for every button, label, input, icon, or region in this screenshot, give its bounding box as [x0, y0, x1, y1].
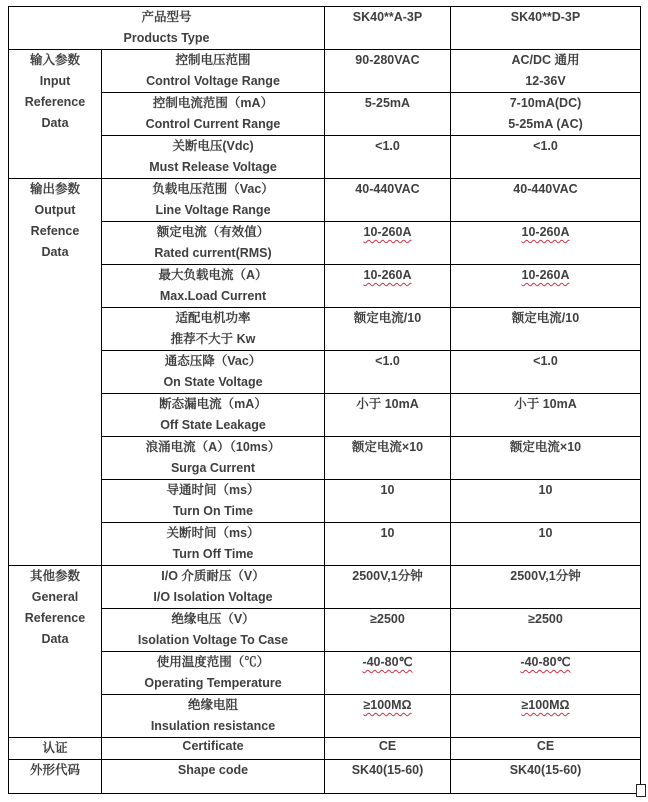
parameter-cell-line: Must Release Voltage [149, 160, 277, 174]
parameter-cell-line: Control Current Range [145, 117, 281, 131]
parameter-cell [102, 50, 325, 93]
parameter-cell-line: On State Voltage [163, 375, 263, 389]
value-cell-model-d [451, 523, 641, 566]
category-cell-line: General [31, 590, 79, 604]
category-cell-line: 认证 [42, 741, 68, 755]
parameter-cell-line: 推荐不大于 Kw [170, 332, 256, 346]
parameter-cell-line: Operating Temperature [144, 676, 282, 690]
table-row [9, 652, 641, 695]
table-row [9, 480, 641, 523]
parameter-cell [102, 222, 325, 265]
value-cell-model-d-line: 10 [538, 526, 553, 540]
value-cell-model-d [451, 308, 641, 351]
value-cell-model-d [451, 695, 641, 738]
parameter-cell [102, 437, 325, 480]
value-cell-model-a [325, 652, 451, 695]
parameter-cell-line: Control Voltage Range [146, 74, 280, 88]
value-cell-model-a-line: -40-80℃ [362, 655, 413, 669]
value-cell-model-a [325, 738, 451, 760]
parameter-cell-line: 适配电机功率 [175, 311, 251, 325]
category-cell-line: 输出参数 [29, 182, 80, 196]
value-cell-model-a-line: <1.0 [375, 354, 400, 368]
model-a-header-cell [325, 7, 451, 50]
category-cell [9, 179, 102, 566]
products-type-label-en: Products Type [123, 31, 210, 45]
value-cell-model-d-line: 小于 10mA [514, 397, 577, 411]
parameter-cell-line: 负载电压范围（Vac） [152, 182, 274, 196]
parameter-cell [102, 394, 325, 437]
value-cell-model-a [325, 480, 451, 523]
parameter-cell-line: 关断电压(Vdc) [172, 139, 254, 153]
table-row [9, 566, 641, 609]
model-d-label: SK40**D-3P [510, 10, 581, 24]
parameter-cell-line: 控制电压范围 [175, 53, 251, 67]
value-cell-model-a [325, 351, 451, 394]
value-cell-model-d-line: 5-25mA (AC) [508, 117, 583, 131]
parameter-cell-line: 通态压降（Vac） [164, 354, 262, 368]
value-cell-model-d [451, 136, 641, 179]
value-cell-model-a-line: <1.0 [375, 139, 400, 153]
parameter-cell-line: Turn Off Time [172, 547, 254, 561]
category-cell-line: Data [41, 245, 69, 259]
parameter-cell-line: Isolation Voltage To Case [137, 633, 289, 647]
parameter-cell [102, 738, 325, 760]
value-cell-model-a [325, 136, 451, 179]
table-header-row [9, 7, 641, 50]
value-cell-model-d-line: SK40(15-60) [509, 763, 582, 777]
parameter-cell [102, 179, 325, 222]
table-row [9, 265, 641, 308]
category-cell-line: Reference [24, 611, 86, 625]
value-cell-model-a-line: ≥100MΩ [363, 698, 412, 712]
value-cell-model-a [325, 609, 451, 652]
parameter-cell-line: I/O 介质耐压（V） [161, 569, 265, 583]
product-spec-table [8, 6, 641, 794]
parameter-cell [102, 351, 325, 394]
products-type-label-zh: 产品型号 [141, 10, 192, 24]
parameter-cell [102, 265, 325, 308]
parameter-cell-line: Off State Leakage [160, 418, 266, 432]
value-cell-model-a [325, 222, 451, 265]
value-cell-model-d [451, 394, 641, 437]
value-cell-model-a-line: 5-25mA [364, 96, 411, 110]
value-cell-model-d [451, 609, 641, 652]
value-cell-model-d-line: 额定电流/10 [511, 311, 580, 325]
value-cell-model-d [451, 566, 641, 609]
parameter-cell [102, 652, 325, 695]
parameter-cell [102, 566, 325, 609]
parameter-cell-line: I/O Isolation Voltage [153, 590, 273, 604]
value-cell-model-a-line: 40-440VAC [355, 182, 420, 196]
value-cell-model-d-line: 2500V,1分钟 [510, 569, 581, 583]
value-cell-model-d-line: AC/DC 通用 [511, 53, 580, 67]
parameter-cell [102, 308, 325, 351]
category-cell-line: Reference [24, 95, 86, 109]
value-cell-model-d [451, 50, 641, 93]
value-cell-model-d-line: <1.0 [533, 139, 558, 153]
model-d-header-cell [451, 7, 641, 50]
parameter-cell-line: 控制电流范围（mA） [152, 96, 274, 110]
value-cell-model-a [325, 308, 451, 351]
parameter-cell [102, 480, 325, 523]
table-row [9, 93, 641, 136]
value-cell-model-d [451, 222, 641, 265]
value-cell-model-a [325, 566, 451, 609]
value-cell-model-a [325, 265, 451, 308]
value-cell-model-a-line: 小于 10mA [356, 397, 419, 411]
value-cell-model-a-line: 10 [380, 483, 395, 497]
table-row [9, 609, 641, 652]
category-cell [9, 738, 102, 760]
parameter-cell-line: 最大负载电流（A） [158, 268, 268, 282]
category-cell-line: Data [41, 632, 69, 646]
parameter-cell-line: Insulation resistance [150, 719, 276, 733]
category-cell-line: Refence [30, 224, 80, 238]
value-cell-model-d [451, 265, 641, 308]
parameter-cell-line: 绝缘电阻 [187, 698, 238, 712]
value-cell-model-d-line: 10-260A [521, 268, 570, 282]
parameter-cell-line: Rated current(RMS) [154, 246, 272, 260]
table-row [9, 738, 641, 760]
value-cell-model-a [325, 394, 451, 437]
value-cell-model-d-line: 额定电流×10 [509, 440, 582, 454]
table-row [9, 523, 641, 566]
parameter-cell-line: 额定电流（有效值） [156, 225, 270, 239]
parameter-cell [102, 136, 325, 179]
value-cell-model-a-line: 10-260A [363, 225, 412, 239]
value-cell-model-a-line: 10 [380, 526, 395, 540]
parameter-cell-line: 关断时间（ms） [166, 526, 260, 540]
table-row [9, 351, 641, 394]
parameter-cell [102, 93, 325, 136]
parameter-cell-line: Surga Current [170, 461, 256, 475]
value-cell-model-d [451, 93, 641, 136]
value-cell-model-d-line: 40-440VAC [513, 182, 578, 196]
value-cell-model-a [325, 437, 451, 480]
category-cell-line: 输入参数 [29, 53, 80, 67]
table-row [9, 222, 641, 265]
parameter-cell-line: Shape code [177, 763, 249, 777]
value-cell-model-d [451, 760, 641, 794]
parameter-cell [102, 523, 325, 566]
value-cell-model-a [325, 695, 451, 738]
products-type-cell [9, 7, 325, 50]
table-row [9, 437, 641, 480]
value-cell-model-d-line: 10 [538, 483, 553, 497]
parameter-cell [102, 695, 325, 738]
value-cell-model-d-line: <1.0 [533, 354, 558, 368]
value-cell-model-d-line: -40-80℃ [520, 655, 571, 669]
category-cell-line: 其他参数 [29, 569, 80, 583]
category-cell-line: Output [34, 203, 76, 217]
category-cell-line: Data [41, 116, 69, 130]
empty-paragraph-marker-box [636, 784, 646, 797]
parameter-cell-line: Max.Load Current [159, 289, 267, 303]
value-cell-model-d-line: CE [536, 739, 555, 753]
parameter-cell [102, 609, 325, 652]
category-cell-line: 外形代码 [29, 763, 80, 777]
parameter-cell-line: Line Voltage Range [155, 203, 271, 217]
value-cell-model-a [325, 93, 451, 136]
parameter-cell-line: 导通时间（ms） [166, 483, 260, 497]
spec-table-body [9, 7, 641, 794]
value-cell-model-a-line: CE [378, 739, 397, 753]
category-cell [9, 760, 102, 794]
table-row [9, 136, 641, 179]
value-cell-model-d-line: ≥100MΩ [521, 698, 570, 712]
value-cell-model-a-line: SK40(15-60) [351, 763, 424, 777]
parameter-cell-line: 绝缘电压（V） [171, 612, 255, 626]
value-cell-model-a-line: ≥2500 [370, 612, 405, 626]
value-cell-model-a [325, 179, 451, 222]
table-row [9, 50, 641, 93]
parameter-cell-line: 使用温度范围（℃） [156, 655, 270, 669]
value-cell-model-a [325, 760, 451, 794]
table-row [9, 179, 641, 222]
value-cell-model-a-line: 90-280VAC [355, 53, 420, 67]
value-cell-model-d-line: 10-260A [521, 225, 570, 239]
value-cell-model-d-line: 12-36V [525, 74, 566, 88]
parameter-cell-line: 浪涌电流（A）（10ms） [145, 440, 281, 454]
value-cell-model-d [451, 652, 641, 695]
parameter-cell-line: Turn On Time [172, 504, 254, 518]
value-cell-model-d [451, 179, 641, 222]
category-cell-line: Input [39, 74, 71, 88]
category-cell [9, 50, 102, 179]
category-cell [9, 566, 102, 738]
table-row [9, 760, 641, 794]
value-cell-model-d [451, 738, 641, 760]
value-cell-model-a [325, 523, 451, 566]
table-row [9, 695, 641, 738]
table-row [9, 394, 641, 437]
parameter-cell-line: 断态漏电流（mA） [159, 397, 267, 411]
value-cell-model-d-line: 7-10mA(DC) [509, 96, 582, 110]
value-cell-model-d [451, 351, 641, 394]
value-cell-model-d-line: ≥2500 [528, 612, 563, 626]
value-cell-model-d [451, 480, 641, 523]
table-row [9, 308, 641, 351]
value-cell-model-a-line: 2500V,1分钟 [352, 569, 423, 583]
value-cell-model-a-line: 额定电流/10 [353, 311, 422, 325]
parameter-cell [102, 760, 325, 794]
model-a-label: SK40**A-3P [352, 10, 423, 24]
value-cell-model-d [451, 437, 641, 480]
value-cell-model-a [325, 50, 451, 93]
parameter-cell-line: Certificate [182, 739, 244, 753]
value-cell-model-a-line: 额定电流×10 [351, 440, 424, 454]
value-cell-model-a-line: 10-260A [363, 268, 412, 282]
